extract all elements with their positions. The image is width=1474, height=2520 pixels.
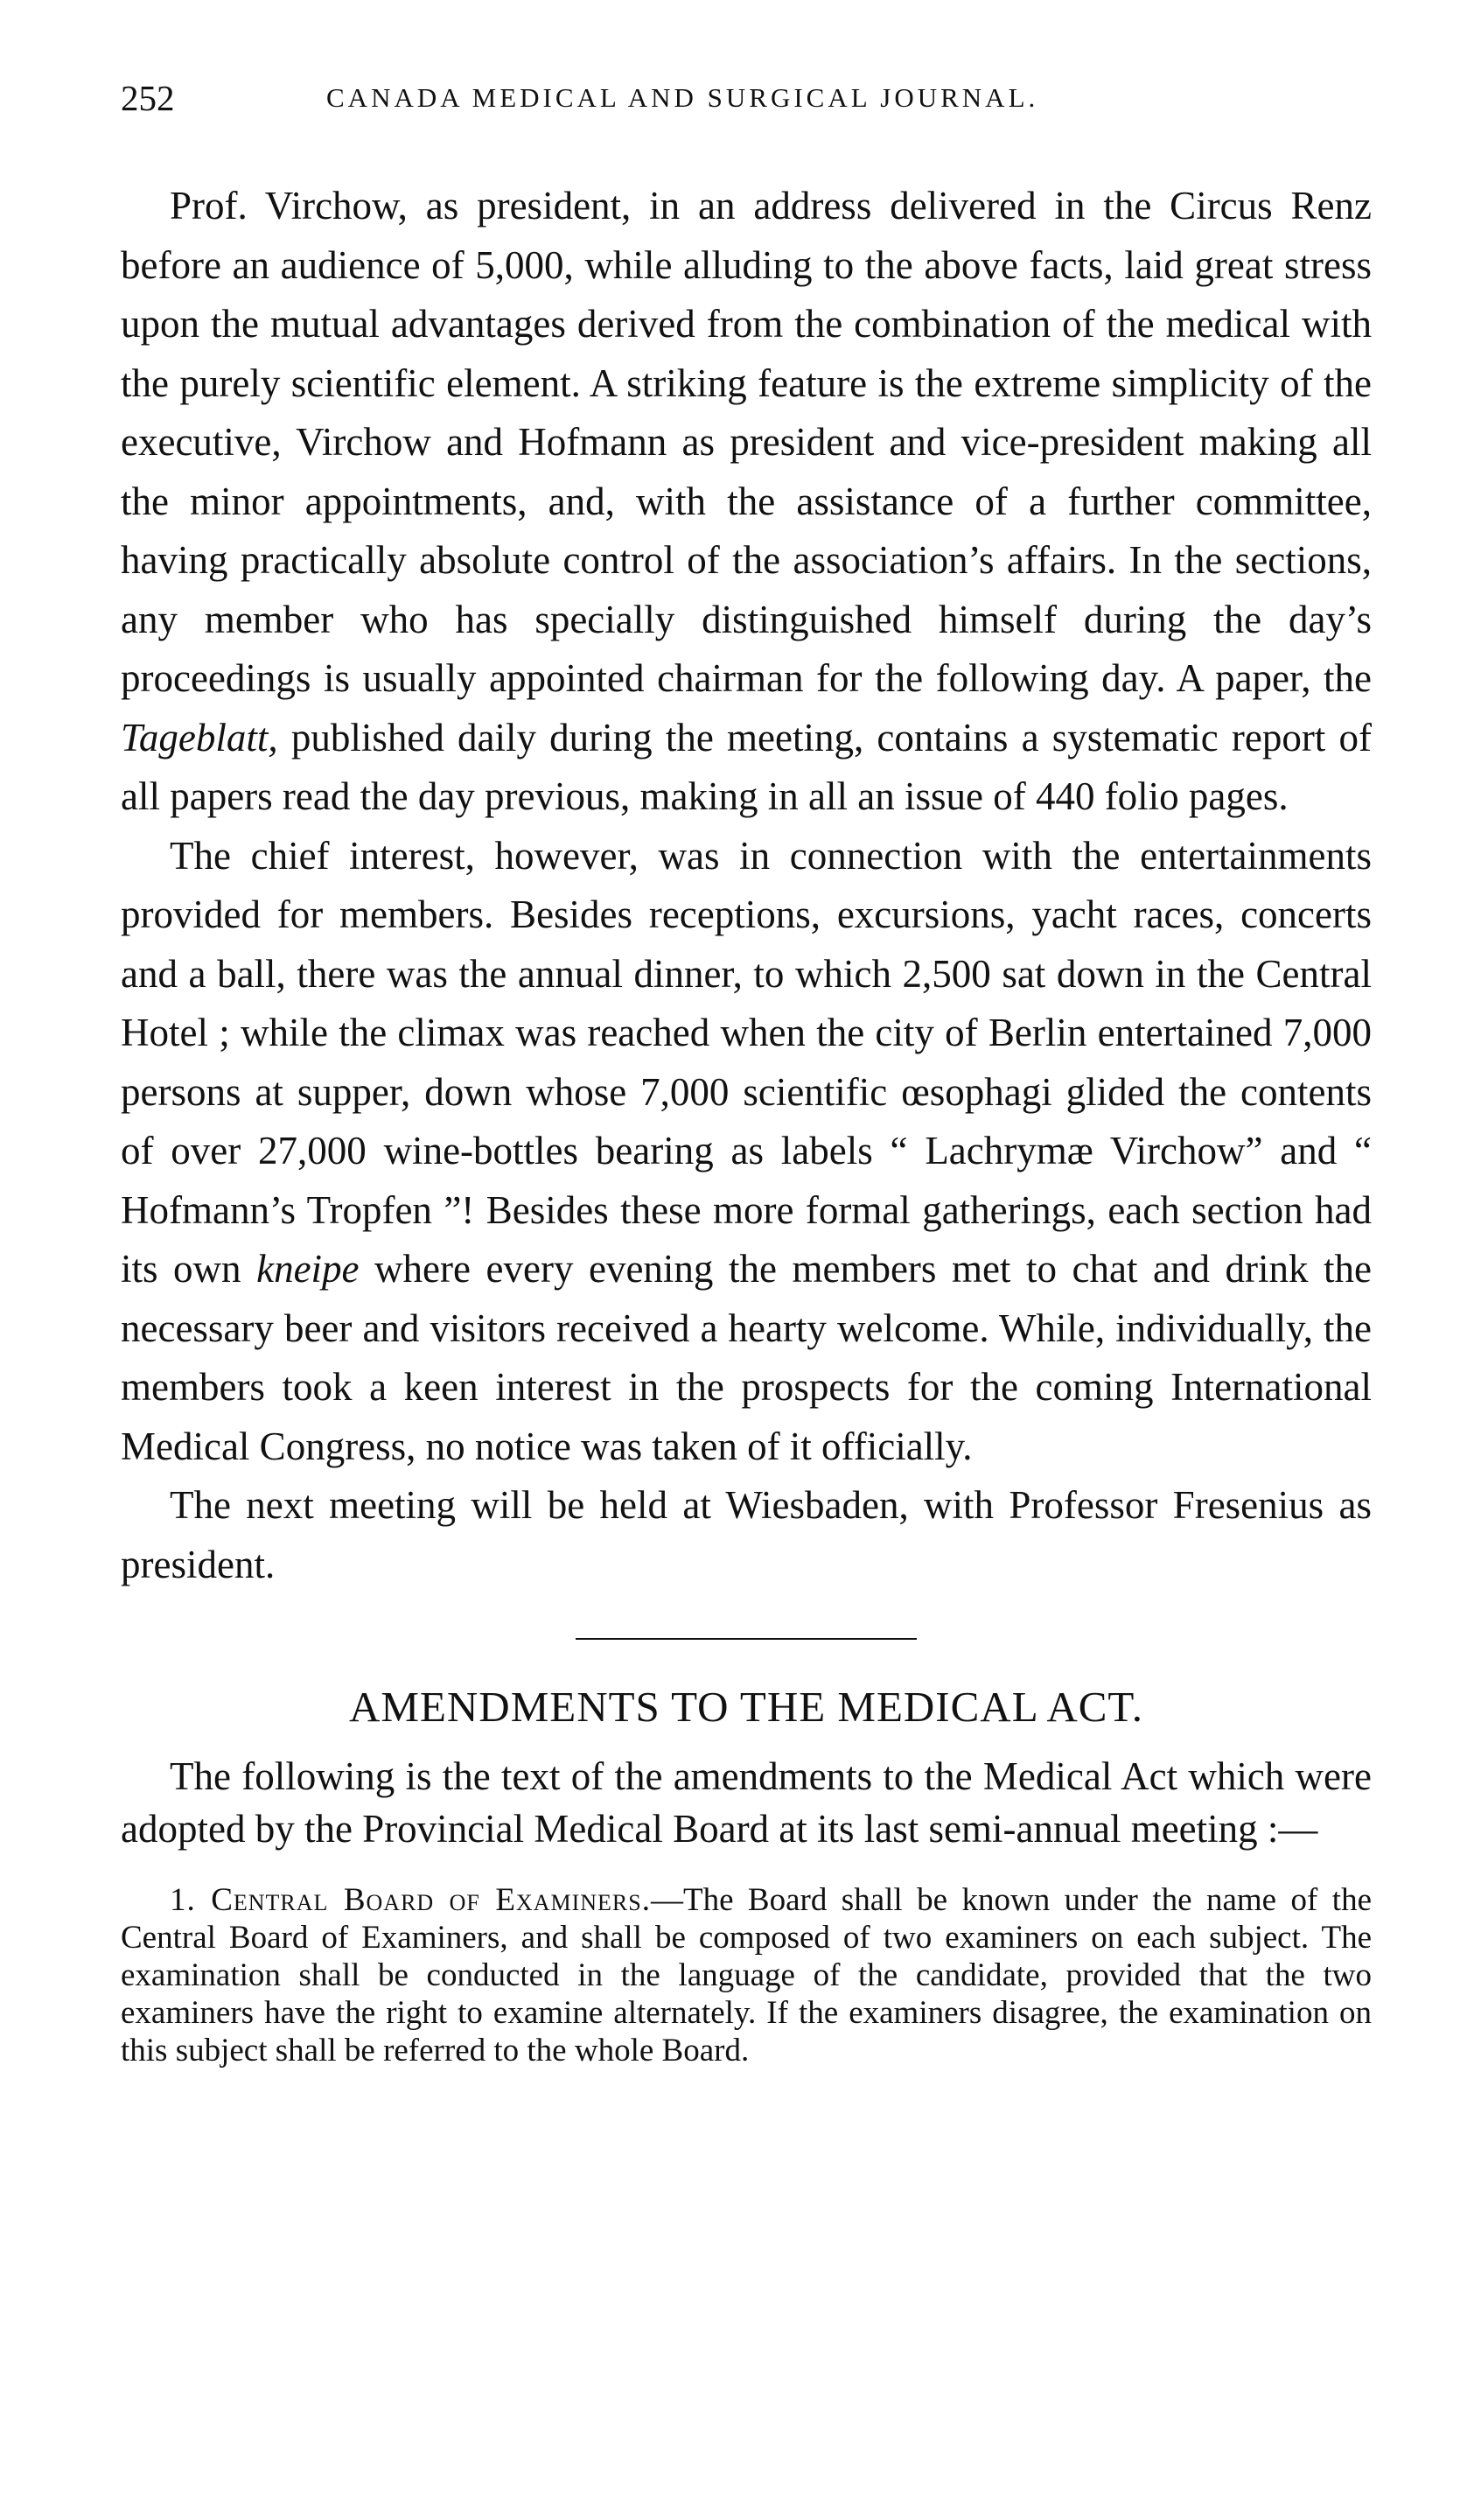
- section-divider: [576, 1638, 917, 1640]
- paragraph-italic-text: kneipe: [256, 1247, 360, 1291]
- section-intro: [121, 1750, 1372, 1855]
- paragraph: [121, 827, 1372, 1477]
- paragraph-text: where every evening the members met to chat and drink the necessary beer and visitors received a hearty welcome. While, individually, the members took a keen interest in the prospects for the coming International Medical Congress, no notice was taken of it officially.: [121, 1247, 1372, 1468]
- amendment-clause: [121, 1881, 1372, 2069]
- journal-title: CANADA MEDICAL AND SURGICAL JOURNAL.: [326, 82, 1039, 113]
- running-head: [121, 72, 1372, 124]
- section-title: AMENDMENTS TO THE MEDICAL ACT.: [349, 1683, 1143, 1731]
- paragraph-text: The chief interest, however, was in connection with the entertainments provided for members. Besides receptions, excursions, yacht races, concerts and a ball, there was the annual dinner, to which 2,500 sat down in the Central Hotel ; while the climax was reached when the city of Berlin entertained 7,000 persons at supper, down whose 7,000 scientific œsophagi glided the contents of over 27,000 wine-bottles bearing as labels “ Lachrymæ Virchow” and “ Hofmann’s Tropfen ”! Besides these more formal gatherings, each section had its own: [121, 833, 1372, 1291]
- intro-paragraph: The following is the text of the amendments to the Medical Act which were adopted by the Provincial Medical Board at its last semi-annual meeting :—: [121, 1754, 1372, 1851]
- paragraph-text: Prof. Virchow, as president, in an address delivered in the Circus Renz before an audience of 5,000, while alluding to the above facts, laid great stress upon the mutual advantages derived from the combination of the medical with the purely scientific element. A striking feature is the extreme simplicity of the executive, Virchow and Hofmann as president and vice-president making all the minor appointments, and, with the assistance of a further committee, having practically absolute control of the association’s affairs. In the sections, any member who has specially distinguished himself during the day’s proceedings is usually appointed chairman for the following day. A paper, the: [121, 184, 1372, 700]
- journal-page: [121, 72, 1372, 2102]
- article-body: [121, 177, 1372, 1594]
- paragraph-text: published daily during the meeting, contains a systematic report of all papers read the day previous, making in all an issue of 440 folio pages.: [121, 715, 1372, 818]
- paragraph: [121, 1476, 1372, 1594]
- paragraph-italic-text: Tageblatt,: [121, 715, 278, 760]
- clause-text: —The Board shall be known under the name of the Central Board of Examiners, and shall be composed of two examiners on each subject. The examination shall be conducted in the language of the candidate, provided that the two examiners have the right to examine alternately. If the examiners disagree, the examination on this subject shall be referred to the whole Board.: [121, 1882, 1372, 2068]
- paragraph-text: The next meeting will be held at Wiesbaden, with Professor Fresenius as president.: [121, 1483, 1372, 1586]
- paragraph: [121, 177, 1372, 827]
- page-number: 252: [121, 78, 175, 118]
- clause-heading: 1. Central Board of Examiners.: [170, 1882, 651, 1918]
